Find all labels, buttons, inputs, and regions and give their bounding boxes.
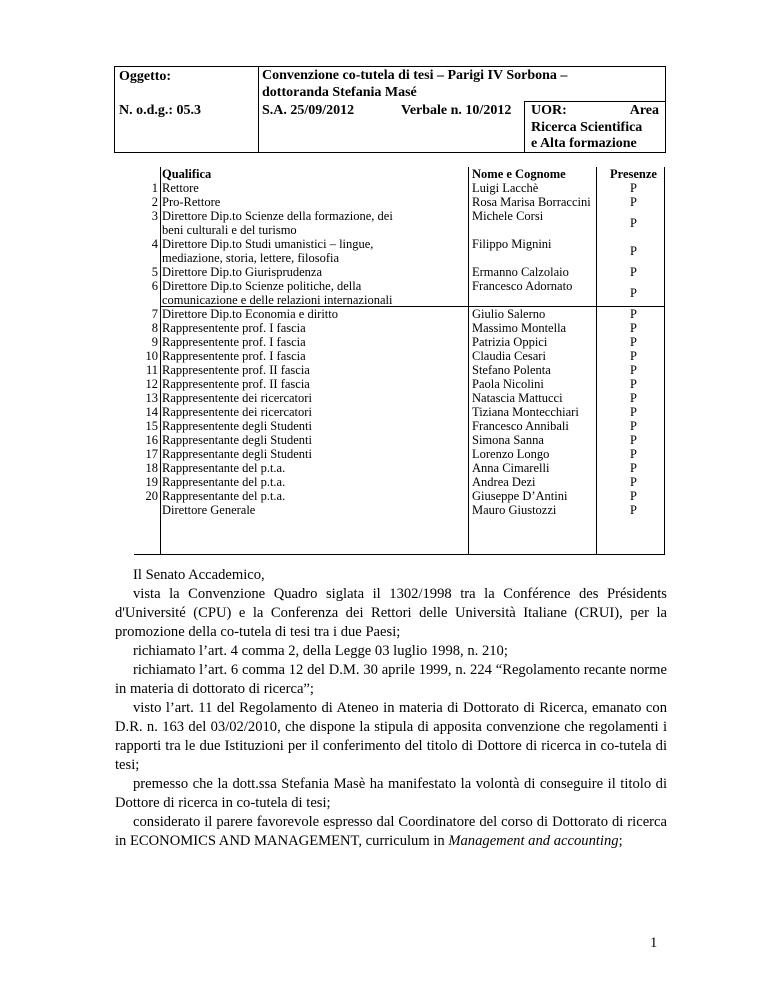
nome-cell: Rosa Marisa Borraccini bbox=[472, 195, 591, 209]
header-box bbox=[114, 66, 666, 153]
nome-cell: Tiziana Montecchiari bbox=[472, 405, 579, 419]
qualifica-cell: Pro-Rettore bbox=[162, 195, 221, 209]
presenza-cell: P bbox=[630, 461, 637, 475]
members-table bbox=[134, 167, 665, 555]
qualifica-cell: Rettore bbox=[162, 181, 199, 195]
nome-cell: Massimo Montella bbox=[472, 321, 567, 335]
paragraph-text: ; bbox=[618, 833, 623, 849]
uor-line3: e Alta formazione bbox=[531, 136, 637, 151]
presenza-cell: P bbox=[630, 405, 637, 419]
nome-cell: Simona Sanna bbox=[472, 433, 544, 447]
paragraph: richiamato l’art. 4 comma 2, della Legge 03 luglio 1998, n. 210; bbox=[133, 643, 508, 659]
nome-cell: Francesco Annibali bbox=[472, 419, 569, 433]
nome-cell: Patrizia Oppici bbox=[472, 335, 548, 349]
paragraph: Il Senato Accademico, bbox=[133, 567, 265, 583]
presenza-cell: P bbox=[630, 419, 637, 433]
qualifica-cell: Direttore Generale bbox=[162, 503, 256, 517]
row-number: 1 bbox=[151, 181, 158, 195]
nome-cell: Anna Cimarelli bbox=[472, 461, 550, 475]
qualifica-cell: Direttore Dip.to Giurisprudenza bbox=[162, 265, 323, 279]
header-left-cell bbox=[115, 67, 259, 152]
col-header-nome: Nome e Cognome bbox=[472, 167, 566, 181]
qualifica-cell: mediazione, storia, lettere, filosofia bbox=[162, 251, 340, 265]
curriculum-name: Management and accounting bbox=[448, 833, 619, 849]
row-number: 15 bbox=[145, 419, 158, 433]
paragraph: visto l’art. 11 del Regolamento di Ateneo in materia di Dottorato di Ricerca, emanato con D.R. n. 163 del 03/02/2010, che dispone la stipula di apposita convenzione che regolamenti i rapporti tra le due Istituzioni per il conferimento del titolo di Dottore di ricerca in co-tutela di tesi; bbox=[115, 700, 667, 773]
nome-cell: Lorenzo Longo bbox=[472, 447, 550, 461]
row-number: 10 bbox=[145, 349, 158, 363]
col-header-presenze: Presenze bbox=[610, 167, 657, 181]
nome-cell: Andrea Dezi bbox=[472, 475, 536, 489]
presenza-cell: P bbox=[630, 321, 637, 335]
presenza-cell: P bbox=[630, 181, 637, 195]
table-divider bbox=[160, 167, 161, 555]
uor-cell bbox=[524, 101, 666, 152]
table-bottom-border bbox=[134, 554, 665, 555]
oggetto-label: Oggetto: bbox=[119, 69, 172, 84]
presenza-cell: P bbox=[630, 244, 637, 258]
nome-cell: Claudia Cesari bbox=[472, 349, 546, 363]
nome-cell: Luigi Lacchè bbox=[472, 181, 539, 195]
row-number: 12 bbox=[145, 377, 158, 391]
presenza-cell: P bbox=[630, 377, 637, 391]
odg-label: N. o.d.g.: 05.3 bbox=[119, 103, 202, 118]
qualifica-cell: Direttore Dip.to Scienze della formazione, dei bbox=[162, 209, 393, 223]
presenza-cell: P bbox=[630, 363, 637, 377]
verbale-number: Verbale n. 10/2012 bbox=[401, 103, 512, 118]
subject-title-line1: Convenzione co-tutela di tesi – Parigi IV Sorbona – bbox=[262, 68, 568, 83]
deliberation-text bbox=[115, 566, 667, 851]
presenza-cell: P bbox=[630, 307, 637, 321]
row-number: 9 bbox=[151, 335, 158, 349]
uor-line1: UOR: Area bbox=[531, 103, 659, 118]
row-number: 16 bbox=[145, 433, 158, 447]
qualifica-cell: Rappresentante degli Studenti bbox=[162, 433, 312, 447]
uor-line2: Ricerca Scientifica bbox=[531, 120, 643, 135]
nome-cell: Mauro Giustozzi bbox=[472, 503, 557, 517]
qualifica-cell: Rappresentante del p.t.a. bbox=[162, 475, 286, 489]
qualifica-cell: Rappresentante del p.t.a. bbox=[162, 461, 286, 475]
row-number: 14 bbox=[145, 405, 158, 419]
qualifica-cell: Rappresentante del p.t.a. bbox=[162, 489, 286, 503]
paragraph-text: considerato il parere favorevole espresso dal Coordinatore del corso di Dottorato di ricerca in ECONOMICS AND MANAGEMENT, curriculum in bbox=[115, 814, 667, 849]
qualifica-cell: Rappresentente dei ricercatori bbox=[162, 405, 312, 419]
presenza-cell: P bbox=[630, 433, 637, 447]
qualifica-cell: Rappresentente prof. I fascia bbox=[162, 335, 306, 349]
qualifica-cell: Direttore Dip.to Studi umanistici – lingue, bbox=[162, 237, 374, 251]
presenza-cell: P bbox=[630, 216, 637, 230]
nome-cell: Giulio Salerno bbox=[472, 307, 546, 321]
paragraph: richiamato l’art. 6 comma 12 del D.M. 30 aprile 1999, n. 224 “Regolamento recante norme in materia di dottorato di ricerca”; bbox=[115, 662, 667, 697]
table-divider bbox=[468, 167, 469, 555]
paragraph: vista la Convenzione Quadro siglata il 1302/1998 tra la Conférence des Présidents d'Université (CPU) e la Conferenza dei Rettori delle Università Italiane (CRUI), per la promozione della co-tutela di tesi tra i due Paesi; bbox=[115, 586, 667, 640]
presenza-cell: P bbox=[630, 475, 637, 489]
row-number: 2 bbox=[151, 195, 158, 209]
nome-cell: Ermanno Calzolaio bbox=[472, 265, 569, 279]
header-right-cell bbox=[262, 67, 665, 152]
row-number: 7 bbox=[151, 307, 158, 321]
row-number: 8 bbox=[151, 321, 158, 335]
subject-title-line2: dottoranda Stefania Masé bbox=[262, 85, 417, 100]
nome-cell: Giuseppe D’Antini bbox=[472, 489, 568, 503]
nome-cell: Francesco Adornato bbox=[472, 279, 573, 293]
qualifica-cell: Rappresentente prof. II fascia bbox=[162, 377, 310, 391]
nome-cell: Stefano Polenta bbox=[472, 363, 551, 377]
qualifica-cell: beni culturali e del turismo bbox=[162, 223, 297, 237]
page-number: 1 bbox=[650, 935, 658, 951]
row-number: 20 bbox=[145, 489, 158, 503]
qualifica-cell: Rappresentente prof. I fascia bbox=[162, 349, 306, 363]
presenza-cell: P bbox=[630, 489, 637, 503]
qualifica-cell: Rappresentente dei ricercatori bbox=[162, 391, 312, 405]
row-number: 18 bbox=[145, 461, 158, 475]
nome-cell: Filippo Mignini bbox=[472, 237, 552, 251]
row-number: 4 bbox=[151, 237, 158, 251]
row-number: 19 bbox=[145, 475, 158, 489]
row-number: 3 bbox=[151, 209, 158, 223]
sa-date: S.A. 25/09/2012 bbox=[262, 103, 355, 118]
paragraph bbox=[115, 813, 667, 851]
table-divider bbox=[596, 167, 597, 555]
presenza-cell: P bbox=[630, 447, 637, 461]
col-header-qualifica: Qualifica bbox=[162, 167, 212, 181]
qualifica-cell: Direttore Dip.to Economia e diritto bbox=[162, 307, 338, 321]
row-number: 17 bbox=[145, 447, 158, 461]
qualifica-cell: Direttore Dip.to Scienze politiche, della bbox=[162, 279, 362, 293]
presenza-cell: P bbox=[630, 391, 637, 405]
paragraph: premesso che la dott.ssa Stefania Masè ha manifestato la volontà di conseguire il titolo di Dottore di ricerca in co-tutela di tesi; bbox=[115, 776, 667, 811]
qualifica-cell: Rappresentente degli Studenti bbox=[162, 419, 312, 433]
row-number: 13 bbox=[145, 391, 158, 405]
presenza-cell: P bbox=[630, 503, 637, 517]
nome-cell: Michele Corsi bbox=[472, 209, 544, 223]
qualifica-cell: Rappresentente prof. II fascia bbox=[162, 363, 310, 377]
presenza-cell: P bbox=[630, 349, 637, 363]
presenza-cell: P bbox=[630, 195, 637, 209]
nome-cell: Natascia Mattucci bbox=[472, 391, 563, 405]
nome-cell: Paola Nicolini bbox=[472, 377, 544, 391]
presenza-cell: P bbox=[630, 265, 637, 279]
qualifica-cell: Rappresentante degli Studenti bbox=[162, 447, 312, 461]
row-number: 11 bbox=[145, 363, 158, 377]
presenza-cell: P bbox=[630, 286, 637, 300]
qualifica-cell: comunicazione e delle relazioni internazionali bbox=[162, 293, 393, 307]
row-number: 6 bbox=[151, 279, 158, 293]
qualifica-cell: Rappresentente prof. I fascia bbox=[162, 321, 306, 335]
presenza-cell: P bbox=[630, 335, 637, 349]
row-number: 5 bbox=[151, 265, 158, 279]
